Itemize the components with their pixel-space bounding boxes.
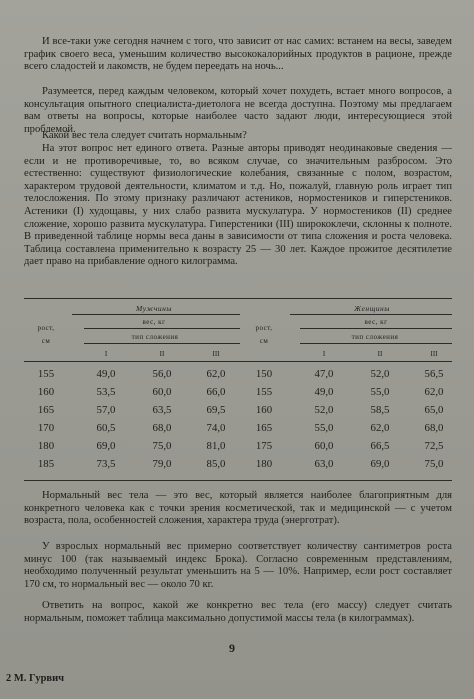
men-height-cell: 155 [37, 368, 55, 380]
women-weight-cell: 47,0 [314, 368, 334, 380]
women-header-rule [290, 314, 452, 315]
men-weight-cell: 60,0 [152, 386, 172, 398]
women-weight-cell: 63,0 [314, 458, 334, 470]
men-weight-cell: 74,0 [206, 422, 226, 434]
table-top-rule [24, 298, 452, 299]
women-weight-cell: 52,0 [314, 404, 334, 416]
women-weight-cell: 65,0 [424, 404, 444, 416]
men-weight-cell: 56,0 [152, 368, 172, 380]
women-weight-cell: 60,0 [314, 440, 334, 452]
men-type-label: тип сложения [131, 333, 179, 341]
table-row [24, 368, 452, 384]
women-weight-cell: 62,0 [370, 422, 390, 434]
men-weight-cell: 79,0 [152, 458, 172, 470]
men-weight-cell: 69,5 [206, 404, 226, 416]
table-row [24, 404, 452, 420]
men-weight-cell: 85,0 [206, 458, 226, 470]
men-weight-cell: 63,5 [152, 404, 172, 416]
men-type-3: III [212, 350, 220, 358]
women-weight-cell: 55,0 [314, 422, 334, 434]
question-heading: Какой вес тела следует считать нормальным? [42, 130, 247, 141]
paragraph-intro: И все-таки уже сегодня начнем с того, что зависит от нас самих: встанем на весы, заведем график своего веса, уменьшим количество высококалорийных продуктов в рационе, прежде всего сладостей и лакомств, не будем переедать на ночь... [24, 36, 452, 73]
women-height-cell: 150 [255, 368, 273, 380]
signature-mark: 2 М. Гурвич [6, 673, 65, 684]
women-type-2: II [377, 350, 383, 358]
women-type-rule [300, 343, 452, 344]
women-height-cell: 165 [255, 422, 273, 434]
men-weight-cell: 81,0 [206, 440, 226, 452]
women-weight-cell: 52,0 [370, 368, 390, 380]
women-height-label: рост, [255, 324, 273, 332]
men-type-rule [84, 343, 240, 344]
women-header: Женщины [354, 304, 390, 313]
men-height-label: рост, [37, 324, 55, 332]
women-height-cell: 160 [255, 404, 273, 416]
men-weight-cell: 66,0 [206, 386, 226, 398]
table-header-rule [24, 361, 452, 362]
women-weight-label: вес, кг [364, 318, 388, 326]
men-weight-label: вес, кг [142, 318, 166, 326]
table-row [24, 386, 452, 402]
men-type-2: II [159, 350, 165, 358]
paragraph-broca-index: У взрослых нормальный вес примерно соответствует количеству сантиметров роста минус 100 (так называемый индекс Брока). Согласно современным представлениям, необходимо полученный результат уменьшить на 5 — 10%. Например, если рост составляет 170 см, то нормальный вес — около 70 кг. [24, 541, 452, 590]
women-weight-cell: 56,5 [424, 368, 444, 380]
men-type-1: I [104, 350, 108, 358]
women-weight-cell: 75,0 [424, 458, 444, 470]
men-weight-cell: 49,0 [96, 368, 116, 380]
men-height-cell: 180 [37, 440, 55, 452]
women-height-cell: 155 [255, 386, 273, 398]
men-weight-cell: 62,0 [206, 368, 226, 380]
paragraph-consultation: Разумеется, перед каждым человеком, который хочет похудеть, встает много вопросов, а консультация опытного специалиста-диетолога не всегда доступна. Поэтому мы предлагаем вам ответы на вопросы, которые наиболее часто задают люди, интересующиеся этой проблемой. [24, 86, 452, 135]
women-height-cell: 180 [255, 458, 273, 470]
table-row [24, 440, 452, 456]
men-weight-rule [84, 328, 240, 329]
men-weight-cell: 73,5 [96, 458, 116, 470]
men-weight-cell: 75,0 [152, 440, 172, 452]
men-header: Мужчины [136, 304, 172, 313]
women-weight-cell: 55,0 [370, 386, 390, 398]
men-height-cell: 165 [37, 404, 55, 416]
women-height-unit: см [259, 337, 269, 345]
paragraph-table-hint: Ответить на вопрос, какой же конкретно вес тела (его массу) следует считать нормальным, поможет таблица максимально допустимой массы тела (в килограммах). [24, 600, 452, 624]
paragraph-answer: На этот вопрос нет единого ответа. Разные авторы приводят неодинаковые сведения — если и не противоречивые, то, во всяком случае, со значительным разбросом. Это естественно: существуют физиологические колебания, связанные с полом, возрастом, характером трудовой деятельности, климатом и т.д. Но, пожалуй, главную роль играет тип телосложения. По этому признаку различают астеников, нормостеников и гиперстеников. Астеники (I) худощавы, у них слабо развита мускулатура. У нормостеников (II) среднее сложение, хорошо развита мускулатура. Гиперстеники (III) ширококлечи, склонны к полноте. В приведенной таблице нормы веса даны в зависимости от типа сложения и роста человека. Таблица составлена применительно к возрасту 25 — 30 лет. Каждое прожитое десятилетие дает право на прибавление одного килограмма. [24, 143, 452, 268]
table-bottom-rule [24, 480, 452, 481]
women-type-1: I [322, 350, 326, 358]
women-weight-cell: 69,0 [370, 458, 390, 470]
men-height-cell: 160 [37, 386, 55, 398]
men-height-cell: 170 [37, 422, 55, 434]
men-weight-cell: 69,0 [96, 440, 116, 452]
women-weight-cell: 58,5 [370, 404, 390, 416]
women-type-3: III [430, 350, 438, 358]
women-weight-cell: 72,5 [424, 440, 444, 452]
men-height-unit: см [41, 337, 51, 345]
men-weight-cell: 60,5 [96, 422, 116, 434]
paragraph-normal-weight: Нормальный вес тела — это вес, который является наиболее благоприятным для конкретного человека как с точки зрения косметической, так и медицинской — с учетом возраста, пола, особенностей сложения, характера труда (энерготрат). [24, 490, 452, 527]
men-height-cell: 185 [37, 458, 55, 470]
men-header-rule [72, 314, 240, 315]
table-row [24, 422, 452, 438]
page-number: 9 [229, 641, 235, 655]
women-weight-cell: 68,0 [424, 422, 444, 434]
women-weight-cell: 66,5 [370, 440, 390, 452]
women-weight-rule [300, 328, 452, 329]
women-weight-cell: 62,0 [424, 386, 444, 398]
women-type-label: тип сложения [351, 333, 399, 341]
men-weight-cell: 57,0 [96, 404, 116, 416]
men-weight-cell: 53,5 [96, 386, 116, 398]
table-row [24, 458, 452, 474]
women-weight-cell: 49,0 [314, 386, 334, 398]
men-weight-cell: 68,0 [152, 422, 172, 434]
women-height-cell: 175 [255, 440, 273, 452]
